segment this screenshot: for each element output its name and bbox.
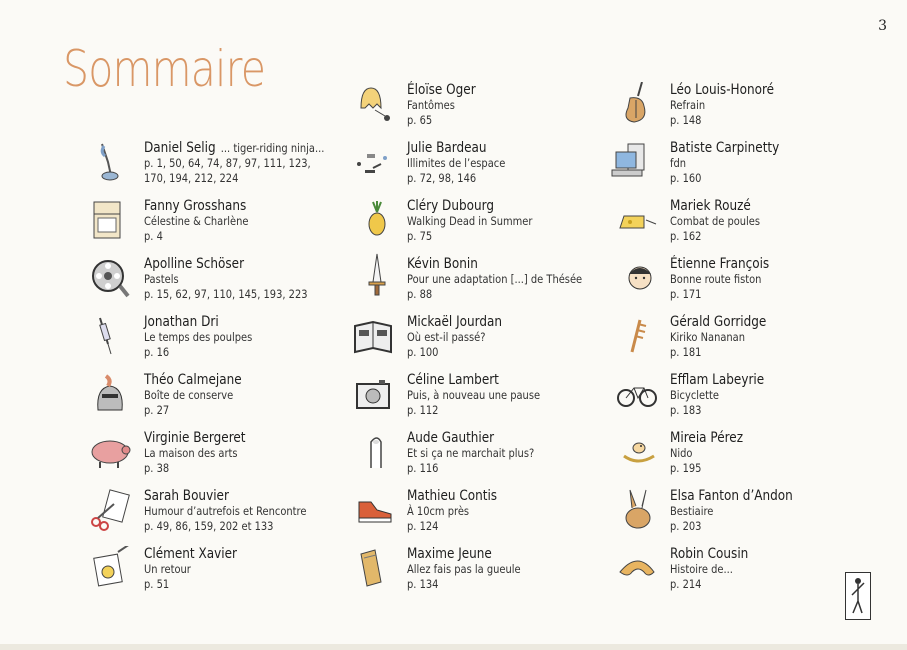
work-title: Histoire de...: [670, 562, 733, 576]
author-name: Daniel Selig: [144, 140, 216, 156]
page-references: p. 203: [670, 519, 702, 533]
work-title: Pour une adaptation [...] de Thésée: [407, 272, 583, 286]
work-title: Puis, à nouveau une pause: [407, 388, 541, 402]
author-name: Batiste Carpinetty: [670, 140, 780, 156]
author-name: Maxime Jeune: [407, 546, 492, 562]
comb-icon: [614, 314, 658, 358]
work-title: La maison des arts: [144, 446, 238, 460]
work-title: Célestine & Charlène: [144, 214, 249, 228]
author-name: Mickaël Jourdan: [407, 314, 503, 330]
croissant-icon: [614, 546, 658, 590]
work-title: Un retour: [144, 562, 191, 576]
work-title: Nido: [670, 446, 693, 460]
page-references: p. 148: [670, 113, 702, 127]
newspaper-icon: [351, 314, 395, 358]
page-references: p. 75: [407, 229, 433, 243]
notepad-pencil-icon: [88, 546, 132, 590]
author-name: Julie Bardeau: [407, 140, 487, 156]
cheese-icon: [614, 198, 658, 242]
page-references: p. 72, 98, 146: [407, 171, 477, 185]
page-references: p. 160: [670, 171, 702, 185]
author-name: Mariek Rouzé: [670, 198, 751, 214]
page-references: p. 195: [670, 461, 702, 475]
author-name: Clément Xavier: [144, 546, 237, 562]
page-references: p. 27: [144, 403, 170, 417]
eel-in-bowl-icon: [88, 140, 132, 184]
tagline: ... tiger-riding ninja...: [220, 141, 325, 155]
author-name: Robin Cousin: [670, 546, 749, 562]
page-references: p. 181: [670, 345, 702, 359]
author-name: Elsa Fanton d’Andon: [670, 488, 793, 504]
author-name: Théo Calmejane: [144, 372, 242, 388]
author-name: Apolline Schöser: [144, 256, 245, 272]
page-references: p. 162: [670, 229, 702, 243]
computer-icon: [608, 140, 658, 190]
pineapple-icon: [351, 198, 395, 242]
work-title: Allez fais pas la gueule: [407, 562, 521, 576]
work-title: Walking Dead in Summer: [407, 214, 533, 228]
author-name: Fanny Grosshans: [144, 198, 247, 214]
work-title: Bestiaire: [670, 504, 714, 518]
page-number: 3: [878, 18, 887, 34]
author-name: Céline Lambert: [407, 372, 499, 388]
finger-icon: [351, 430, 395, 474]
author-name: Léo Louis-Honoré: [670, 82, 775, 98]
page-references: p. 116: [407, 461, 439, 475]
author-name: Cléry Dubourg: [407, 198, 494, 214]
author-name: Mireia Pérez: [670, 430, 744, 446]
pig-icon: [84, 430, 134, 474]
author-name: Gérald Gorridge: [670, 314, 767, 330]
page-references: p. 214: [670, 577, 702, 591]
page-references: p. 171: [670, 287, 702, 301]
author-name: Éloïse Oger: [407, 82, 476, 98]
scattered-objects-icon: [351, 140, 395, 184]
figure-icon: [846, 573, 870, 619]
helmet-icon: [88, 372, 132, 416]
author-name: Mathieu Contis: [407, 488, 498, 504]
author-name: Sarah Bouvier: [144, 488, 229, 504]
work-title: Boîte de conserve: [144, 388, 234, 402]
page-references: p. 51: [144, 577, 170, 591]
work-title: Bicyclette: [670, 388, 719, 402]
page-references: p. 4: [144, 229, 163, 243]
author-name: Efflam Labeyrie: [670, 372, 765, 388]
film-reel-icon: [88, 256, 132, 300]
rabbit-icon: [614, 488, 658, 532]
work-title: Pastels: [144, 272, 179, 286]
face-icon: [614, 256, 658, 300]
camera-icon: [351, 372, 395, 416]
page-references: p. 38: [144, 461, 170, 475]
author-name: Virginie Bergeret: [144, 430, 246, 446]
page-references: p. 124: [407, 519, 439, 533]
author-name: Étienne François: [670, 256, 770, 272]
sword-icon: [351, 250, 395, 300]
page-title: Sommaire: [63, 40, 266, 98]
work-title: Où est-il passé?: [407, 330, 486, 344]
author-name: Aude Gauthier: [407, 430, 495, 446]
work-title: Humour d’autrefois et Rencontre: [144, 504, 307, 518]
page-references: p. 112: [407, 403, 439, 417]
work-title: Bonne route fiston: [670, 272, 762, 286]
violin-icon: [614, 82, 658, 126]
work-title: Combat de poules: [670, 214, 761, 228]
book-icon: [351, 546, 395, 590]
publisher-logo: [845, 572, 871, 620]
work-title: Et si ça ne marchait plus?: [407, 446, 535, 460]
work-title: Kiriko Nananan: [670, 330, 746, 344]
author-name: Jonathan Dri: [144, 314, 219, 330]
work-title: Le temps des poulpes: [144, 330, 253, 344]
scissors-paper-icon: [88, 488, 132, 532]
page-references: p. 15, 62, 97, 110, 145, 193, 223: [144, 287, 308, 301]
page-references: p. 88: [407, 287, 433, 301]
work-title: À 10cm près: [407, 504, 470, 518]
ghost-icon: [351, 82, 395, 126]
page-references: p. 100: [407, 345, 439, 359]
author-name: Kévin Bonin: [407, 256, 478, 272]
page-references: p. 134: [407, 577, 439, 591]
page-references: p. 16: [144, 345, 170, 359]
work-title: Fantômes: [407, 98, 455, 112]
work-title: Illimites de l’espace: [407, 156, 506, 170]
page-references: p. 183: [670, 403, 702, 417]
work-title: fdn: [670, 156, 687, 170]
page-edge: [0, 644, 907, 650]
sneaker-icon: [351, 488, 395, 532]
page-references: p. 65: [407, 113, 433, 127]
work-title: Refrain: [670, 98, 706, 112]
page-references: p. 1, 50, 64, 74, 87, 97, 111, 123, 170, 194, 212, 224: [144, 156, 311, 185]
page-references: p. 49, 86, 159, 202 et 133: [144, 519, 274, 533]
bird-nest-icon: [614, 430, 658, 474]
syringe-icon: [88, 314, 132, 358]
bicycle-icon: [614, 372, 658, 416]
fridge-icon: [88, 198, 132, 242]
